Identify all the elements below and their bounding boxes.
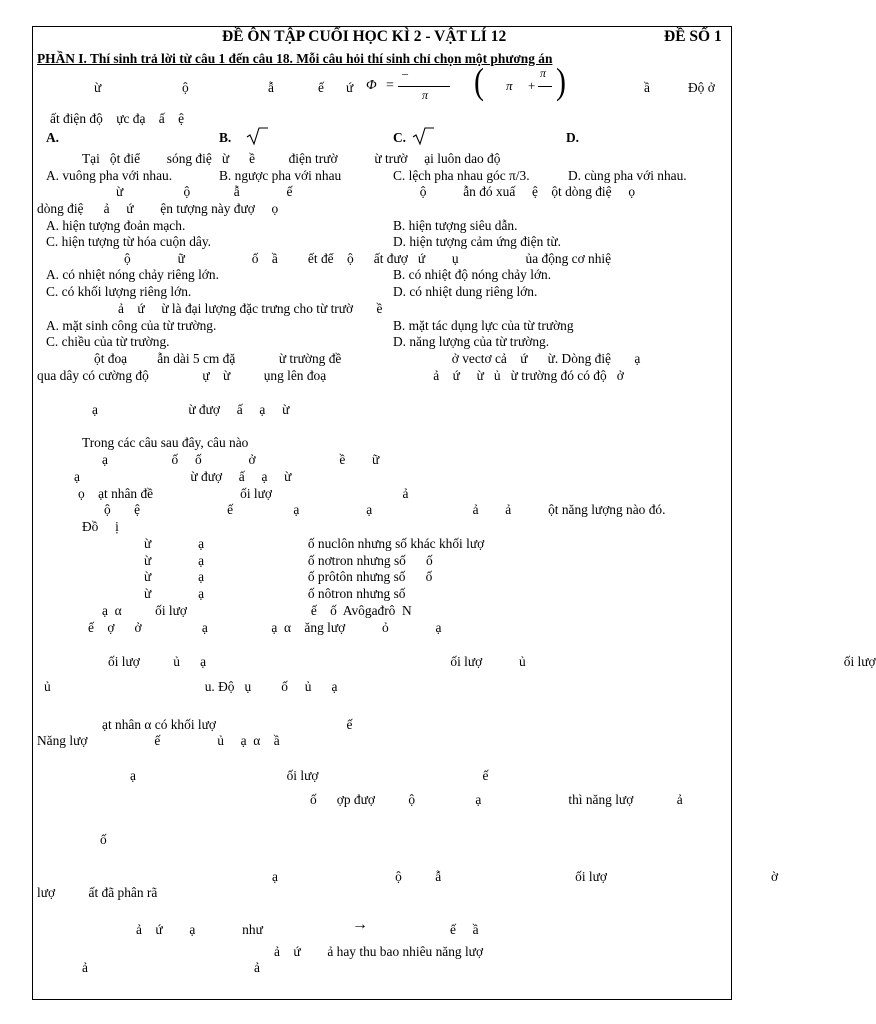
q8-stem-line2: ộ ệ ế ạ ạ ả ả ột năng lượng nào đó. bbox=[104, 502, 666, 517]
q2-option-c: C. lệch pha nhau góc π/3. bbox=[393, 168, 530, 183]
fraction-bar bbox=[398, 86, 450, 87]
q9-stem-line2: ế ợ ở ạ ạ α ăng lượ ỏ ạ bbox=[88, 620, 442, 635]
formula-equals: = bbox=[386, 78, 394, 93]
exam-number: ĐỀ SỐ 1 bbox=[664, 28, 722, 45]
q1-fragment: ẫ bbox=[268, 80, 274, 95]
q6-stem-line1: ột đoạ ẫn dài 5 cm đặ ừ trường đề ở vectơ cả ứ ừ. Dòng điệ ạ bbox=[94, 351, 641, 366]
reaction-arrow-icon: → bbox=[352, 916, 368, 933]
q4-option-a: A. có nhiệt nóng chảy riêng lớn. bbox=[46, 267, 219, 282]
q4-option-d: D. có nhiệt dung riêng lớn. bbox=[393, 284, 538, 299]
q11-stem-line1: ạt nhân α có khối lượ ế bbox=[102, 717, 353, 732]
q8-option-4: ừ ạ ố nôtron nhưng số bbox=[144, 586, 406, 601]
q5-stem: ả ứ ừ là đại lượng đặc trưng cho từ trườ ề bbox=[118, 301, 383, 316]
formula-numerator: – bbox=[402, 66, 408, 80]
q1-fragment: ộ bbox=[182, 80, 189, 95]
q1-fragment: ừ bbox=[94, 80, 102, 95]
q10-stem-line1: ối lượ ủ ạ ối lượ ủ ối lượ bbox=[108, 654, 876, 669]
q1-option-b: B. bbox=[219, 130, 232, 145]
right-paren: ) bbox=[556, 60, 566, 102]
q1-fragment: ầ bbox=[644, 80, 650, 95]
q14-fragment: ả bbox=[254, 960, 260, 975]
q3-option-d: D. hiện tượng cảm ứng điện từ. bbox=[393, 234, 561, 249]
flux-formula bbox=[350, 60, 566, 110]
q10-stem-line2: ủ u. Độ ụ ố ủ ạ bbox=[44, 679, 338, 694]
q2-option-d: D. cùng pha với nhau. bbox=[568, 168, 687, 183]
q12-stem-line1: ạ ối lượ ế bbox=[130, 768, 489, 783]
formula-phi: Φ bbox=[366, 78, 377, 93]
q1-fragment: Độ ở bbox=[688, 80, 715, 95]
q3-option-a: A. hiện tượng đoản mạch. bbox=[46, 218, 186, 233]
q1-option-d: D. bbox=[566, 130, 580, 145]
q1-fragment: ứ bbox=[346, 80, 354, 95]
q7-line3: ạ ừ đượ ấ ạ ừ bbox=[74, 469, 292, 484]
q4-option-c: C. có khối lượng riêng lớn. bbox=[46, 284, 192, 299]
q4-option-b: B. có nhiệt độ nóng chảy lớn. bbox=[393, 267, 552, 282]
q5-option-c: C. chiều của từ trường. bbox=[46, 334, 170, 349]
q8-option-1: ừ ạ ố nuclôn nhưng số khác khối lượ bbox=[144, 536, 485, 551]
q14-stem-line1: ả ứ ạ như bbox=[136, 922, 263, 937]
q1-option-c: C. bbox=[393, 130, 407, 145]
q5-option-b: B. mặt tác dụng lực của từ trường bbox=[393, 318, 574, 333]
formula-plus: + bbox=[528, 78, 536, 93]
formula-inner: π bbox=[506, 78, 513, 93]
q2-option-b: B. ngược pha với nhau bbox=[219, 168, 342, 183]
q3-option-b: B. hiện tượng siêu dẫn. bbox=[393, 218, 518, 233]
q1-stem-line2: ất điện độ ực đạ ấ ệ bbox=[50, 111, 185, 126]
q7-stem: Trong các câu sau đây, câu nào bbox=[82, 435, 249, 450]
exam-title: ĐỀ ÔN TẬP CUỐI HỌC KÌ 2 - VẬT LÍ 12 bbox=[222, 28, 507, 45]
q14-stem-line2: ả ứ ả hay thu bao nhiêu năng lượ bbox=[274, 944, 484, 959]
q8-option-3: ừ ạ ố prôtôn nhưng số ố bbox=[144, 569, 433, 584]
sqrt-symbol bbox=[412, 127, 434, 145]
q1-option-a: A. bbox=[46, 130, 60, 145]
q5-option-d: D. năng lượng của từ trường. bbox=[393, 334, 550, 349]
inner-fraction-bar bbox=[538, 86, 552, 87]
q13-stem-line1: ạ ộ ẫ ối lượ ờ bbox=[272, 869, 779, 884]
q12-stem-line2: ố ợp đượ ộ ạ thì năng lượ ả bbox=[310, 792, 683, 807]
q1-fragment: ế bbox=[318, 80, 324, 95]
formula-inner-numerator: π bbox=[540, 66, 547, 80]
q3-option-c: C. hiện tượng từ hóa cuộn dây. bbox=[46, 234, 212, 249]
q3-stem-line1: ừ ộ ẫ ế ộ ẫn đó xuấ ệ ột dòng điệ ọ bbox=[116, 184, 636, 199]
q7-line2: ạ ố ố ở ề ữ bbox=[102, 452, 380, 467]
left-paren: ( bbox=[474, 60, 484, 102]
q14-stem-line1b: ế ầ bbox=[450, 922, 479, 937]
q2-option-a: A. vuông pha với nhau. bbox=[46, 168, 173, 183]
q4-stem: ộ ữ ố ầ ết để ộ ất đượ ứ ụ ủa động cơ nhiệ bbox=[124, 251, 612, 266]
q6-stem-line3: ạ ừ đượ ấ ạ ừ bbox=[92, 402, 290, 417]
q14-fragment: ả bbox=[82, 960, 88, 975]
q8-stem-line1: ọ ạt nhân đề ối lượ ả bbox=[78, 486, 409, 501]
part1-heading: PHẦN I. Thí sinh trả lời từ câu 1 đến câu 18. Mỗi câu hỏi thí sinh chỉ chọn một phương án bbox=[37, 51, 553, 66]
q12-stem-line3: ố bbox=[100, 832, 107, 847]
q8-option-2: ừ ạ ố nơtron nhưng số ố bbox=[144, 553, 433, 568]
q8-stem-line3: Đồ ị bbox=[82, 519, 119, 534]
q3-stem-line2: dòng điệ ả ứ ện tượng này đượ ọ bbox=[37, 201, 279, 216]
q5-option-a: A. mặt sinh công của từ trường. bbox=[46, 318, 217, 333]
sqrt-symbol bbox=[246, 127, 268, 145]
q11-stem-line2: Năng lượ ế ủ ạ α ầ bbox=[37, 733, 280, 748]
q2-stem: Tại ột điể sóng điệ ừ ề điện trườ ừ trườ ại luôn dao độ bbox=[82, 151, 501, 166]
formula-denominator: π bbox=[422, 88, 429, 102]
q6-stem-line2: qua dây có cường độ ự ừ ụng lên đoạ ả ứ ừ ủ ừ trường đó có độ ở bbox=[37, 368, 624, 383]
q9-stem-line1: ạ α ối lượ ế ố Avôgađrô N bbox=[102, 603, 412, 618]
q13-stem-line2: lượ ất đã phân rã bbox=[37, 885, 158, 900]
